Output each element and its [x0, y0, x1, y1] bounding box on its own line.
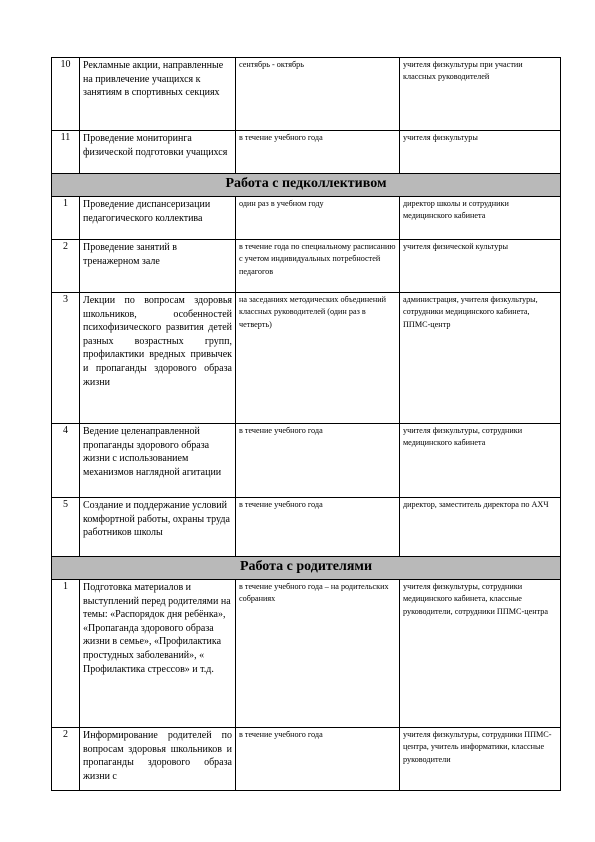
row-number: 3 — [52, 293, 80, 424]
section-header-parents — [52, 557, 561, 580]
event-cell: Рекламные акции, направленные на привлечение учащихся к занятиям в спортивных секциях — [80, 58, 236, 131]
row-number: 1 — [52, 580, 80, 728]
section-header-staff — [52, 174, 561, 197]
row-number: 10 — [52, 58, 80, 131]
table-row — [52, 197, 561, 240]
responsible-cell: учителя физкультуры при участии классных руководителей — [400, 58, 561, 131]
row-number: 2 — [52, 240, 80, 293]
term-cell: сентябрь - октябрь — [236, 58, 400, 131]
table-row — [52, 131, 561, 174]
term-cell: на заседаниях методических объединений классных руководителей (один раз в четверть) — [236, 293, 400, 424]
event-cell: Создание и поддержание условий комфортной работы, охраны труда работников школы — [80, 498, 236, 557]
responsible-cell: учителя физкультуры, сотрудники медицинского кабинета, классные руководители, сотрудники ППМС-центра — [400, 580, 561, 728]
table-row — [52, 240, 561, 293]
section-title: Работа с педколлективом — [52, 174, 561, 197]
event-cell: Проведение мониторинга физической подготовки учащихся — [80, 131, 236, 174]
term-cell: в течение года по специальному расписанию с учетом индивидуальных потребностей педагогов — [236, 240, 400, 293]
term-cell: в течение учебного года — [236, 498, 400, 557]
responsible-cell: учителя физической культуры — [400, 240, 561, 293]
event-cell: Ведение целенаправленной пропаганды здорового образа жизни с использованием механизмов наглядной агитации — [80, 424, 236, 498]
row-number: 5 — [52, 498, 80, 557]
table-row — [52, 58, 561, 131]
table-row — [52, 580, 561, 728]
activity-plan-table — [51, 57, 561, 791]
event-cell: Проведение занятий в тренажерном зале — [80, 240, 236, 293]
term-cell: один раз в учебном году — [236, 197, 400, 240]
event-cell: Подготовка материалов и выступлений перед родителями на темы: «Распорядок дня ребёнка», «Пропаганда здорового образа жизни в семье», «Профилактика простудных заболеваний», « Профилактика стрессов» и т.д. — [80, 580, 236, 728]
table-row — [52, 498, 561, 557]
responsible-cell: учителя физкультуры, сотрудники ППМС-центра, учитель информатики, классные руководители — [400, 728, 561, 791]
responsible-cell: директор школы и сотрудники медицинского кабинета — [400, 197, 561, 240]
term-cell: в течение учебного года – на родительских собраниях — [236, 580, 400, 728]
term-cell: в течение учебного года — [236, 131, 400, 174]
row-number: 11 — [52, 131, 80, 174]
event-cell: Проведение диспансеризации педагогического коллектива — [80, 197, 236, 240]
responsible-cell: директор, заместитель директора по АХЧ — [400, 498, 561, 557]
row-number: 2 — [52, 728, 80, 791]
responsible-cell: учителя физкультуры, сотрудники медицинского кабинета — [400, 424, 561, 498]
table-row — [52, 293, 561, 424]
term-cell: в течение учебного года — [236, 424, 400, 498]
responsible-cell: администрация, учителя физкультуры, сотрудники медицинского кабинета, ППМС-центр — [400, 293, 561, 424]
event-cell: Лекции по вопросам здоровья школьников, особенностей психофизического развития детей разных возрастных групп, профилактики вредных привычек и пропаганды здорового образа жизни — [80, 293, 236, 424]
event-cell: Информирование родителей по вопросам здоровья школьников и пропаганды здорового образа жизни с — [80, 728, 236, 791]
responsible-cell: учителя физкультуры — [400, 131, 561, 174]
table-row — [52, 424, 561, 498]
row-number: 1 — [52, 197, 80, 240]
table-row — [52, 728, 561, 791]
row-number: 4 — [52, 424, 80, 498]
section-title: Работа с родителями — [52, 557, 561, 580]
term-cell: в течение учебного года — [236, 728, 400, 791]
